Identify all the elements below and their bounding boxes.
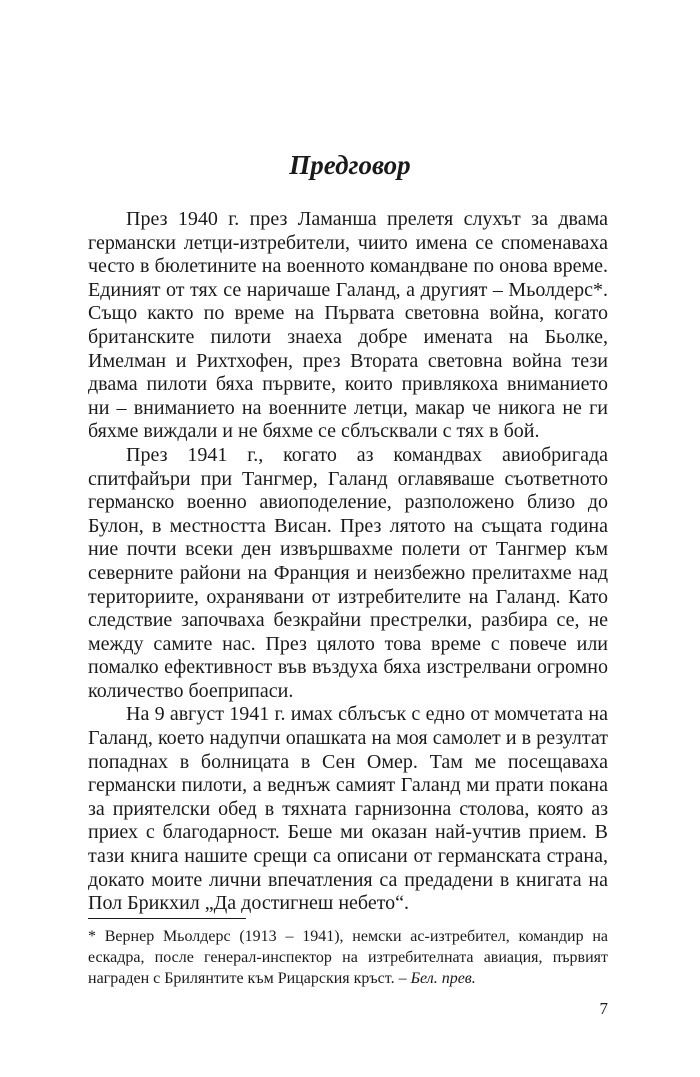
footnote-text: * Вернер Мьолдерс (1913 – 1941), немски ас-изтребител, командир на ескадра, после генерал-инспектор на изтребителната авиация, първият награден с Брилянтите към Рицарския кръст. – [88, 928, 608, 987]
paragraph: През 1941 г., когато аз командвах авиобригада спитфайъри при Тангмер, Галанд оглавяваше съответното германско военно авиоподеление, разположено близо до Булон, в местността Висан. През лятото на същата година ние почти всеки ден извършвахме полети от Тангмер към северните райони на Франция и неизбежно прелитахме над териториите, охранявани от изтребителите на Галанд. Като следствие започваха безкрайни престрелки, разбира се, не между самите нас. През цялото това време с повече или помалко ефективност във въздуха бяха изстрелвани огромно количество боеприпаси. [88, 443, 608, 702]
page-title: Предговор [289, 150, 411, 180]
paragraph: На 9 август 1941 г. имах сблъсък с едно от момчетата на Галанд, което надупчи опашката на моя самолет и в резултат попаднах в болницата в Сен Омер. Там ме посещаваха германски пилоти, а веднъж самият Галанд ми прати покана за приятелски обед в тяхната гарнизонна столова, която аз приех с благодарност. Беше ми оказан най-учтив прием. В тази книга нашите срещи са описани от германската страна, докато моите лични впечатления са предадени в книгата на Пол Брикхил „Да достигнеш небето“. [88, 703, 608, 915]
paragraph: През 1940 г. през Ламанша прелетя слухът за двама германски летци-изтребители, чиито имена се споменаваха често в бюлетините на военното командване по онова време. Единият от тях се наричаше Галанд, а другият – Мьолдерс*. Също както по време на Първата световна война, когато британските пилоти знаеха добре имената на Бьолке, Имелман и Рихтхофен, през Втората световна война тези двама пилоти бяха първите, които привлякоха вниманието ни – вниманието на военните летци, макар че никога не ги бяхме виждали и не бяхме се сблъсквали с тях в бой. [88, 208, 608, 443]
footnote-divider [88, 918, 246, 919]
translator-note: Бел. прев. [410, 970, 476, 987]
footnote [88, 926, 608, 989]
preface-body [88, 208, 608, 916]
page-number: 7 [599, 999, 608, 1018]
